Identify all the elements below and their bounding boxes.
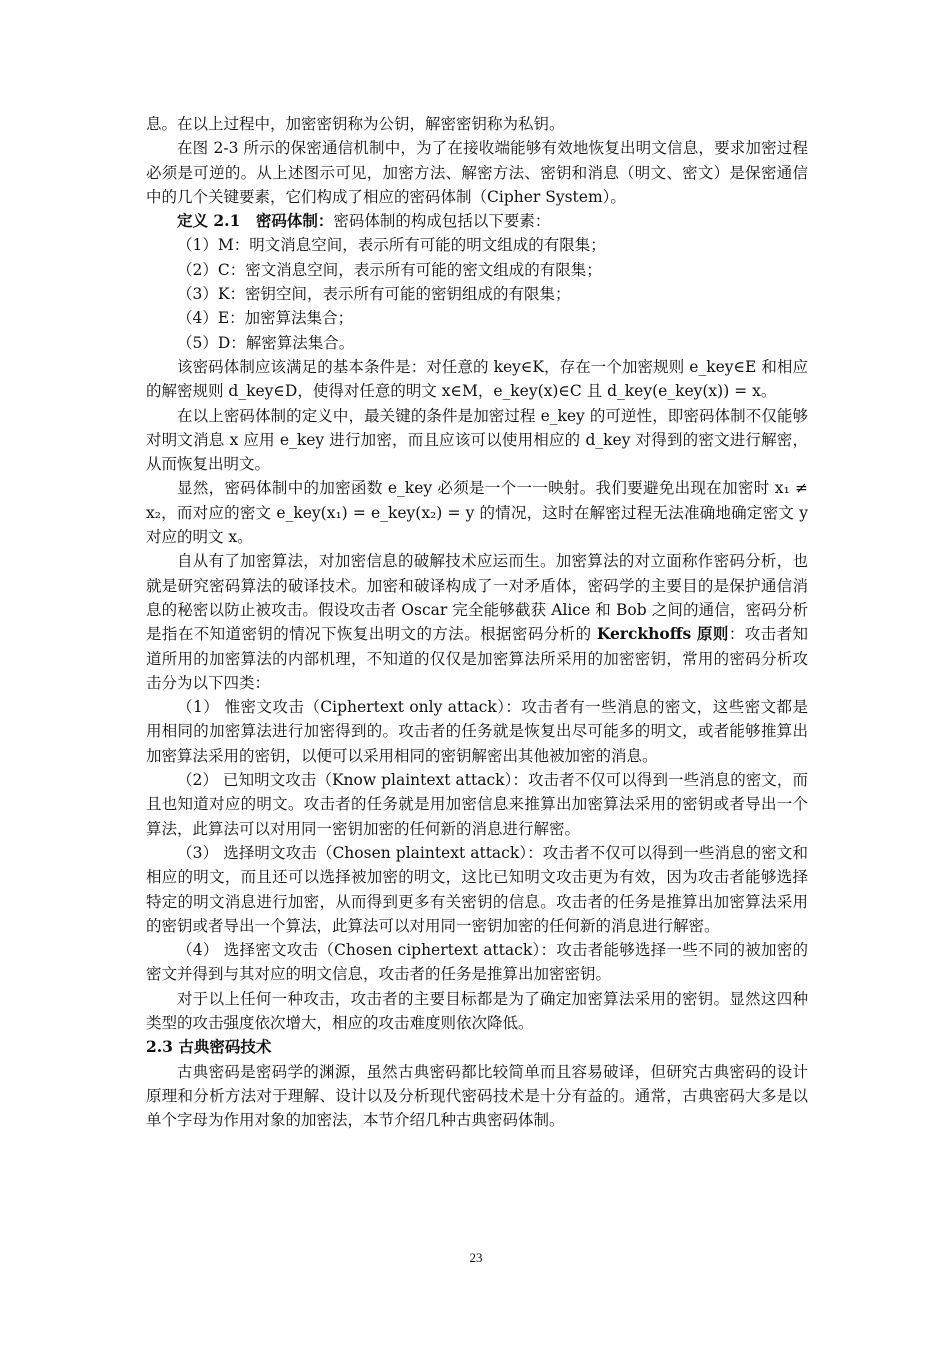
paragraph-basic-condition: 该密码体制应该满足的基本条件是：对任意的 key∈K，存在一个加密规则 e_key∈E 和相应的解密规则 d_key∈D，使得对任意的明文 x∈M，e_key(x)∈C 且 d_key(e_key(x)) = x。 <box>146 357 808 401</box>
paragraph-one-to-one: 显然，密码体制中的加密函数 e_key 必须是一个一一映射。我们要避免出现在加密时 x₁ ≠ x₂，而对应的密文 e_key(x₁) = e_key(x₂) = y 的情况，这时在解密过程无法准确地确定密文 y 对应的明文 x。 <box>146 479 808 547</box>
paragraph-continuation: 息。在以上过程中，加密密钥称为公钥，解密密钥称为私钥。 <box>146 115 565 133</box>
paragraph-cipher-system-intro: 在图 2-3 所示的保密通信机制中，为了在接收端能够有效地恢复出明文信息，要求加密过程必须是可逆的。从上述图示可见，加密方法、解密方法、密钥和消息（明文、密文）是保密通信中的几个关键要素，它们构成了相应的密码体制（Cipher System）。 <box>146 139 808 206</box>
definition-text: 密码体制的构成包括以下要素： <box>333 212 551 231</box>
definition-2-1 <box>146 209 808 233</box>
page-body <box>146 112 808 1132</box>
paragraph-reversibility: 在以上密码体制的定义中，最关键的条件是加密过程 e_key 的可逆性，即密码体制不仅能够对明文消息 x 应用 e_key 进行加密，而且应该可以使用相应的 d_key 对得到的密文进行解密，从而恢复出明文。 <box>146 406 808 474</box>
definition-item-k: （3）K：密钥空间，表示所有可能的密钥组成的有限集； <box>177 285 571 304</box>
kerckhoffs-principle: Kerckhoffs 原则 <box>596 624 729 644</box>
attack-ciphertext-only: （1） 惟密文攻击（Ciphertext only attack）：攻击者有一些消息的密文，这些密文都是用相同的加密算法进行加密得到的。攻击者的任务就是恢复出尽可能多的明文，或者能够推算出加密算法采用的密钥，以便可以采用相同的密钥解密出其他被加密的消息。 <box>146 698 808 765</box>
paragraph-cryptanalysis <box>146 549 808 695</box>
definition-item-m: （1）M：明文消息空间，表示所有可能的明文组成的有限集； <box>177 236 606 255</box>
section-heading-classical-ciphers: 2.3 古典密码技术 <box>146 1037 272 1057</box>
attack-known-plaintext: （2） 已知明文攻击（Know plaintext attack）：攻击者不仅可以得到一些消息的密文，而且也知道对应的明文。攻击者的任务就是用加密信息来推算出加密算法采用的密钥或者导出一个算法，此算法可以对用同一密钥加密的任何新的消息进行解密。 <box>146 771 808 838</box>
paragraph-attack-summary: 对于以上任何一种攻击，攻击者的主要目标都是为了确定加密算法采用的密钥。显然这四种类型的攻击强度依次增大，相应的攻击难度则依次降低。 <box>146 989 808 1032</box>
definition-item-d: （5）D：解密算法集合。 <box>177 333 355 352</box>
attack-chosen-plaintext: （3） 选择明文攻击（Chosen plaintext attack）：攻击者不仅可以得到一些消息的密文和相应的明文，而且还可以选择被加密的明文，这比已知明文攻击更为有效，因为攻击者能够选择特定的明文消息进行加密，从而得到更多有关密钥的信息。攻击者的任务是推算出加密算法采用的密钥或者导出一个算法，此算法可以对用同一密钥加密的任何新的消息进行解密。 <box>146 843 808 935</box>
cryptanalysis-text-a: 自从有了加密算法，对加密信息的破解技术应运而生。加密算法的对立面称作密码分析，也就是研究密码算法的破译技术。加密和破译构成了一对矛盾体，密码学的主要目的是保护通信消息的秘密以防止被攻击。假设攻击者 Oscar 完全能够截获 Alice 和 Bob 之间的通信，密码分析是指在不知道密钥的情况下恢复出明文的方法。根据密码分析的 <box>146 552 808 644</box>
definition-item-e: （4）E：加密算法集合； <box>177 309 354 328</box>
definition-item-c: （2）C：密文消息空间，表示所有可能的密文组成的有限集； <box>177 260 602 279</box>
paragraph-classical-ciphers: 古典密码是密码学的渊源，虽然古典密码都比较简单而且容易破译，但研究古典密码的设计原理和分析方法对于理解、设计以及分析现代密码技术是十分有益的。通常，古典密码大多是以单个字母为作用对象的加密法，本节介绍几种古典密码体制。 <box>146 1062 808 1130</box>
cryptanalysis-text-b: ：攻击者知道所用的加密算法的内部机理，不知道的仅仅是加密算法所采用的加密密钥，常用的密码分析攻击分为以下四类： <box>146 625 808 692</box>
attack-chosen-ciphertext: （4） 选择密文攻击（Chosen ciphertext attack）：攻击者能够选择一些不同的被加密的密文并得到与其对应的明文信息，攻击者的任务是推算出加密密钥。 <box>146 941 808 984</box>
page-number: 23 <box>469 1250 483 1265</box>
definition-label: 定义 2.1 密码体制： <box>177 211 334 231</box>
